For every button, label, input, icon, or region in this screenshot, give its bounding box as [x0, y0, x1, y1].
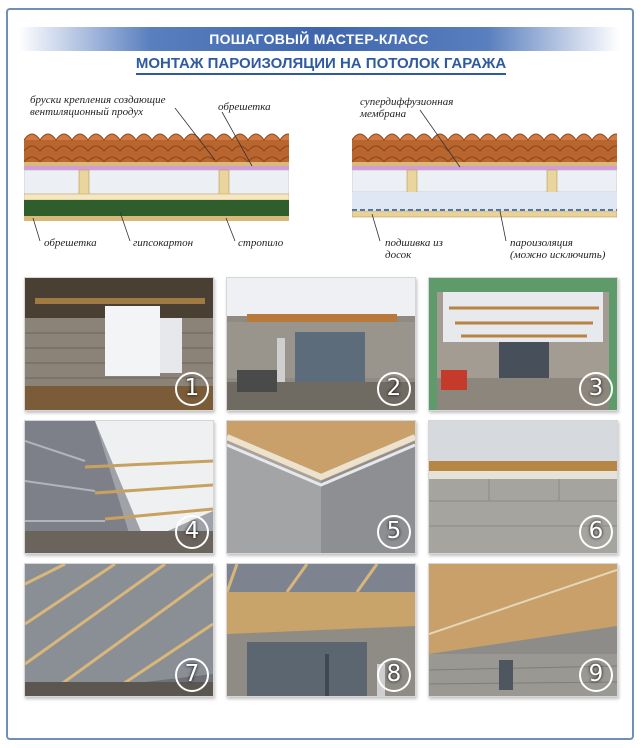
- label-bars-line1: бруски крепления создающие: [30, 94, 166, 106]
- step-number-badge: 3: [579, 372, 613, 406]
- label-vapor-line2: (можно исключить): [510, 249, 606, 261]
- step-photo-5: [226, 420, 416, 554]
- step-photo-2: [226, 277, 416, 411]
- label-boards-line1: подшивка из: [385, 237, 443, 249]
- label-lathing-top: обрешетка: [218, 101, 271, 113]
- step-number-badge: 1: [175, 372, 209, 406]
- step-photo-4: [24, 420, 214, 554]
- step-photo-9: [428, 563, 618, 697]
- step-number-badge: 2: [377, 372, 411, 406]
- step-number-badge: 9: [579, 658, 613, 692]
- label-boards-line2: досок: [385, 249, 412, 261]
- step-photo-1: [24, 277, 214, 411]
- step-number-badge: 7: [175, 658, 209, 692]
- label-bars-line2: вентиляционный продух: [30, 106, 143, 118]
- step-photo-7: [24, 563, 214, 697]
- step-photo-3: [428, 277, 618, 411]
- label-membrane-line1: супердиффузионная: [360, 96, 454, 108]
- step-number-badge: 6: [579, 515, 613, 549]
- label-rafter: стропило: [238, 237, 284, 249]
- step-number-badge: 8: [377, 658, 411, 692]
- label-lathing-bottom: обрешетка: [44, 237, 97, 249]
- step-number-badge: 5: [377, 515, 411, 549]
- step-number-badge: 4: [175, 515, 209, 549]
- label-membrane-line2: мембрана: [360, 108, 407, 120]
- label-vapor-line1: пароизоляция: [510, 237, 573, 249]
- banner-title: ПОШАГОВЫЙ МАСТЕР-КЛАСС: [18, 27, 620, 51]
- page-title-text: МОНТАЖ ПАРОИЗОЛЯЦИИ НА ПОТОЛОК ГАРАЖА: [136, 55, 506, 75]
- step-photo-6: [428, 420, 618, 554]
- step-photo-8: [226, 563, 416, 697]
- leader-lines: [0, 0, 642, 270]
- label-drywall: гипсокартон: [133, 237, 194, 249]
